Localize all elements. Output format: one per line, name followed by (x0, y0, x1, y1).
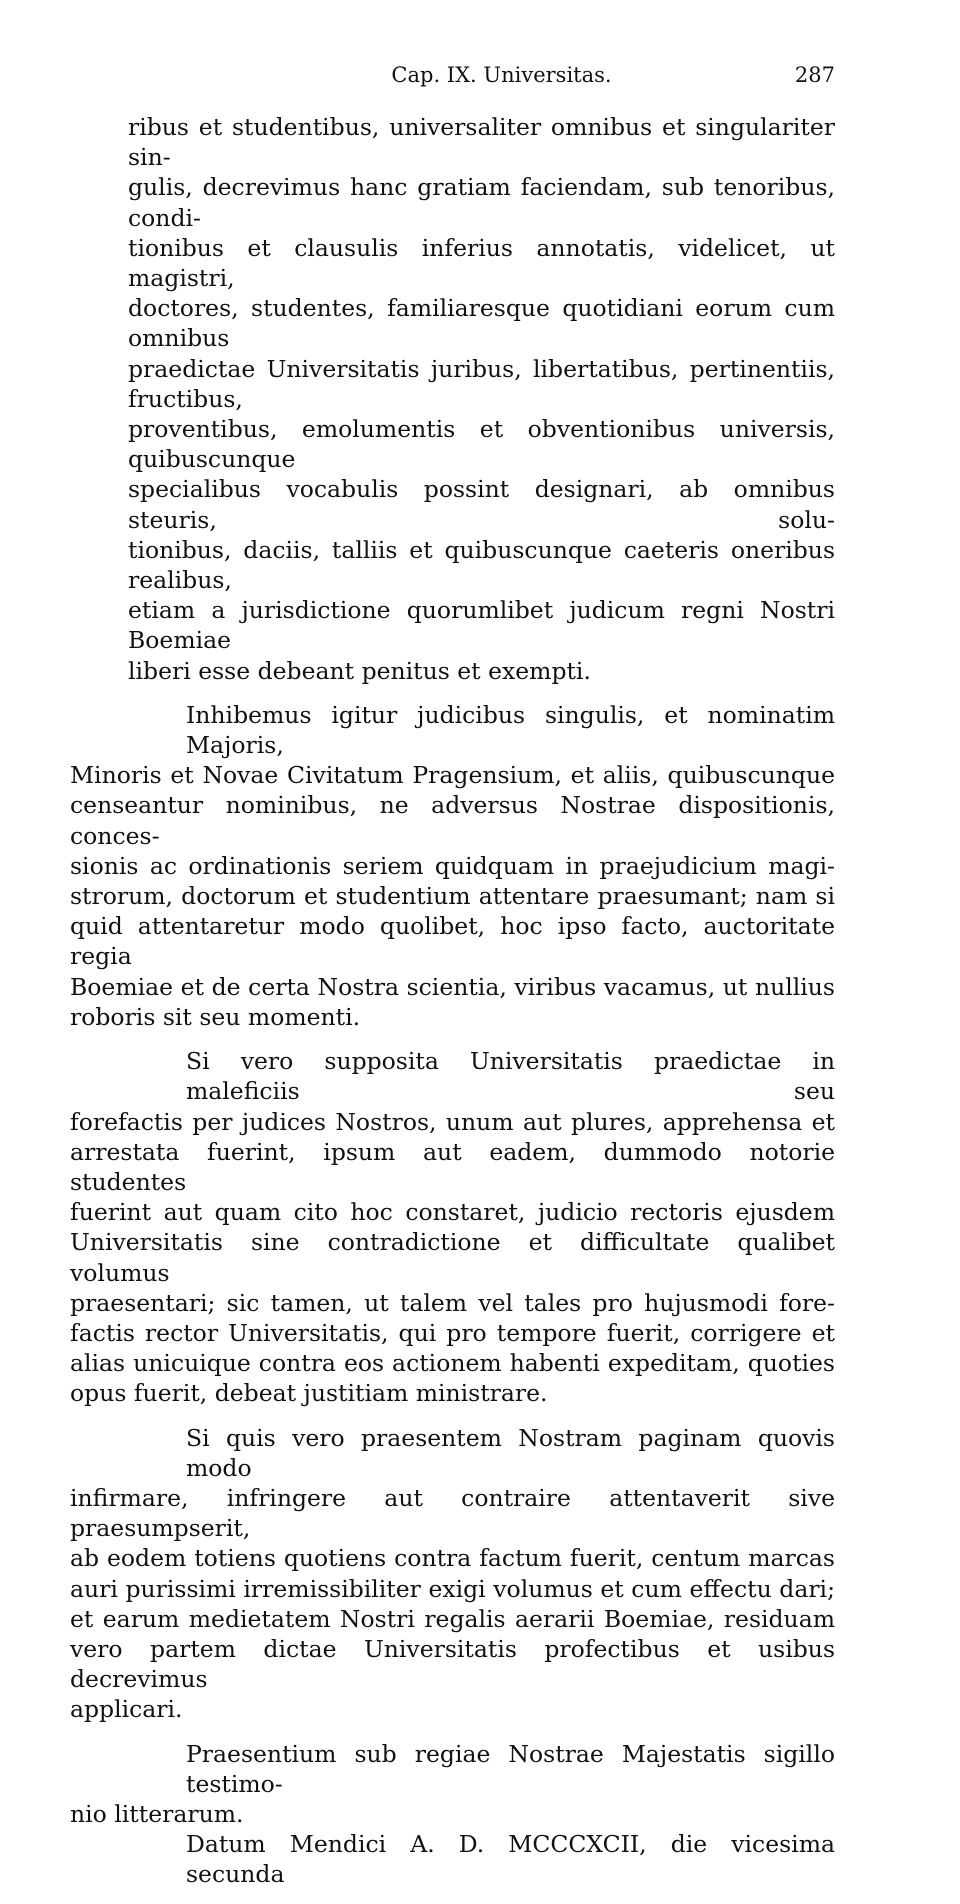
text-line: tionibus, daciis, talliis et quibuscunque caeteris oneribus realibus, (128, 535, 835, 595)
running-title: Cap. IX. Universitas. (391, 63, 612, 87)
text-line: Si quis vero praesentem Nostram paginam quovis modo (186, 1423, 835, 1482)
text-line: opus fuerit, debeat justitiam ministrare. (70, 1379, 548, 1408)
page-number: 287 (794, 63, 835, 87)
text-line: ab eodem totiens quotiens contra factum fuerit, centum marcas (70, 1544, 835, 1573)
text-line: et earum medietatem Nostri regalis aerarii Boemiae, residuam (70, 1604, 835, 1633)
text-line: Universitatis sine contradictione et difficultate qualibet volumus (70, 1228, 835, 1287)
text-line: liberi esse debeant penitus et exempti. (128, 656, 591, 685)
running-head (128, 60, 835, 90)
paragraph-6 (128, 1829, 835, 1889)
text-line: roboris sit seu momenti. (70, 1002, 361, 1031)
text-line: gulis, decrevimus hanc gratiam faciendam, sub tenoribus, condi- (128, 173, 835, 232)
paragraph-2 (70, 700, 835, 1032)
text-line: Boemiae et de certa Nostra scientia, viribus vacamus, ut nullius (70, 972, 835, 1001)
text-line: Datum Mendici A. D. MCCCXCII, die vicesima secunda (186, 1830, 835, 1889)
text-line: censeantur nominibus, ne adversus Nostrae dispositionis, conces- (70, 791, 835, 850)
text-line: proventibus, emolumentis et obventionibus universis, quibuscunque (128, 415, 835, 474)
text-line: infirmare, infringere aut contraire attentaverit sive praesumpserit, (70, 1483, 835, 1543)
paragraph-4 (70, 1423, 835, 1725)
text-line: alias unicuique contra eos actionem habenti expeditam, quoties (70, 1349, 835, 1378)
text-line: doctores, studentes, familiaresque quotidiani eorum cum omnibus (128, 294, 835, 353)
text-line: auri purissimi irremissibiliter exigi volumus et cum effectu dari; (70, 1574, 835, 1603)
text-line: arrestata fuerint, ipsum aut eadem, dummodo notorie studentes (70, 1137, 835, 1196)
paragraph-3 (70, 1046, 835, 1408)
text-line: Minoris et Novae Civitatum Pragensium, et aliis, quibuscunque (70, 761, 835, 790)
text-line: sionis ac ordinationis seriem quidquam in praejudicium magi- (70, 851, 835, 880)
text-line: praesentari; sic tamen, ut talem vel tales pro hujusmodi fore- (70, 1288, 835, 1317)
text-line: Praesentium sub regiae Nostrae Majestatis sigillo testimo- (186, 1739, 835, 1798)
text-line: etiam a jurisdictione quorumlibet judicum regni Nostri Boemiae (128, 596, 835, 655)
text-line: fuerint aut quam cito hoc constaret, judicio rectoris ejusdem (70, 1198, 835, 1227)
text-line: specialibus vocabulis possint designari, ab omnibus steuris, solu- (128, 475, 835, 534)
paragraph-1 (128, 112, 835, 686)
body-text (70, 112, 835, 1904)
text-line: Inhibemus igitur judicibus singulis, et nominatim Majoris, (186, 700, 835, 760)
text-line: quid attentaretur modo quolibet, hoc ipso facto, auctoritate regia (70, 912, 835, 971)
text-line: Si vero supposita Universitatis praedictae in maleficiis seu (186, 1047, 835, 1106)
text-line: factis rector Universitatis, qui pro tempore fuerit, corrigere et (70, 1318, 835, 1347)
text-line: tionibus et clausulis inferius annotatis, videlicet, ut magistri, (128, 233, 835, 293)
text-line: ribus et studentibus, universaliter omnibus et singulariter sin- (128, 113, 835, 172)
text-line: nio litterarum. (70, 1799, 244, 1828)
paragraph-5 (70, 1739, 835, 1830)
text-line: vero partem dictae Universitatis profectibus et usibus decrevimus (70, 1634, 835, 1694)
text-line: applicari. (70, 1695, 183, 1724)
text-line: forefactis per judices Nostros, unum aut plures, apprehensa et (70, 1107, 835, 1136)
text-line: praedictae Universitatis juribus, libertatibus, pertinentiis, fructibus, (128, 354, 835, 413)
text-line: strorum, doctorum et studentium attentare praesumant; nam si (70, 882, 835, 911)
